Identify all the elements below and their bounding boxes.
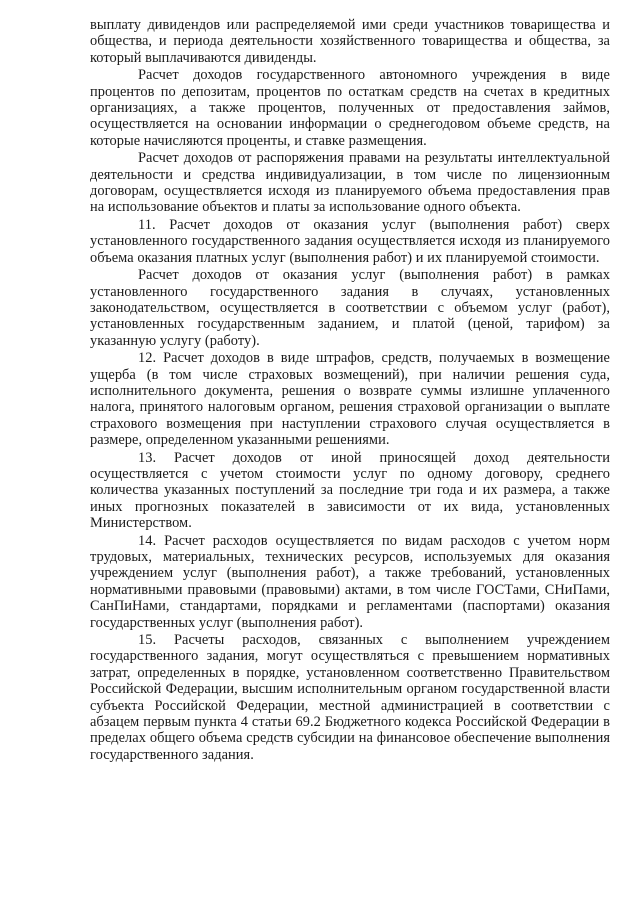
paragraph-state-task-services-income: Расчет доходов от оказания услуг (выполнения работ) в рамках установленного государственного задания в случаях, установленных законодательством, осуществляется в соответствии с объемом услуг (работ), установленных государственным заданием, и платой (ценой, тарифом) за указанную услугу (работу).	[90, 267, 610, 349]
paragraph-item-14: 14. Расчет расходов осуществляется по видам расходов с учетом норм трудовых, материальных, технических ресурсов, используемых для оказания учреждением услуг (выполнения работ), а также требований, установленных нормативными правовыми (правовыми) актами, в том числе ГОСТами, СНиПами, СанПиНами, стандартами, порядками и регламентами (паспортами) оказания государственных услуг (выполнения работ).	[90, 532, 610, 631]
paragraph-item-11: 11. Расчет доходов от оказания услуг (выполнения работ) сверх установленного государственного задания осуществляется исходя из планируемого объема оказания платных услуг (выполнения работ) и их планируемой стоимости.	[90, 216, 610, 266]
paragraph-item-13: 13. Расчет доходов от иной приносящей доход деятельности осуществляется с учетом стоимости услуг по одному договору, среднего количества указанных поступлений за последние три года и их размера, а также иных прогнозных показателей в зависимости от их вида, установленных Министерством.	[90, 449, 610, 532]
paragraph-item-15: 15. Расчеты расходов, связанных с выполнением учреждением государственного задания, могут осуществляться с превышением нормативных затрат, определенных в порядке, установленном соответственно Правительством Российской Федерации, высшим исполнительным органом государственной власти субъекта Российской Федерации, местной администрацией в соответствии с абзацем первым пункта 4 статьи 69.2 Бюджетного кодекса Российской Федерации в пределах общего объема средств субсидии на финансовое обеспечение выполнения государственного задания.	[90, 632, 610, 763]
paragraph-intellectual-property-income: Расчет доходов от распоряжения правами на результаты интеллектуальной деятельности и средства индивидуализации, в том числе по лицензионным договорам, осуществляется исходя из планируемого объема предоставления прав на использование объектов и платы за использование одного объекта.	[90, 150, 610, 216]
paragraph-continuation: выплату дивидендов или распределяемой ими среди участников товарищества и общества, и периода деятельности хозяйственного товарищества и общества, за который выплачиваются дивиденды.	[90, 17, 610, 66]
paragraph-deposit-interest-income: Расчет доходов государственного автономного учреждения в виде процентов по депозитам, процентов по остаткам средств на счетах в кредитных организациях, а также процентов, полученных от предоставления займов, осуществляется на основании информации о среднегодовом объеме средств, на которые начисляются проценты, и ставке размещения.	[90, 67, 610, 149]
paragraph-item-12: 12. Расчет доходов в виде штрафов, средств, получаемых в возмещение ущерба (в том числе страховых возмещений), при наличии решения суда, исполнительного документа, решения о возврате суммы излишне уплаченного налога, принятого налоговым органом, решения страховой организации о выплате страхового возмещения при наступлении страхового случая осуществляется в размере, определенном указанными решениями.	[90, 350, 610, 449]
